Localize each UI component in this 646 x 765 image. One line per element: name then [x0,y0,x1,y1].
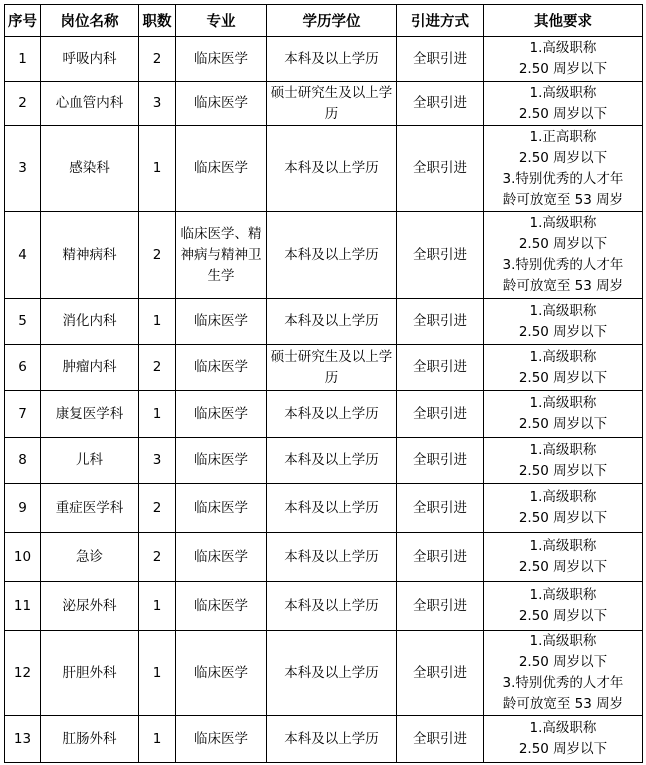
requirement-line: 2.50 周岁以下 [518,741,608,757]
header-method: 引进方式 [397,5,484,37]
requirement-line: 2.50 周岁以下 [518,369,608,386]
requirement-line: 2.50 周岁以下 [518,462,608,479]
cell-position: 重症医学科 [41,484,139,533]
cell-count: 3 [139,82,176,126]
table-row [5,582,643,631]
cell-position: 消化内科 [41,299,139,345]
cell-method: 全职引进 [397,391,484,438]
header-requirements: 其他要求 [484,5,643,37]
cell-method: 全职引进 [397,716,484,763]
requirement-line: 1.高级职称 [529,441,597,458]
table-row [5,82,643,126]
cell-no: 3 [5,126,41,212]
table-row [5,533,643,582]
requirement-line: 2.50 周岁以下 [518,510,608,526]
cell-no: 6 [5,345,41,391]
cell-major: 临床医学 [176,299,267,345]
cell-position: 心血管内科 [41,82,139,126]
cell-requirements [484,82,643,126]
requirement-line: 3.特别优秀的人才年 [502,170,624,187]
cell-no: 1 [5,37,41,82]
cell-major: 临床医学 [176,438,267,484]
requirement-line: 2.50 周岁以下 [518,559,608,575]
cell-requirements [484,484,643,533]
requirement-line: 3.特别优秀的人才年 [502,675,624,691]
cell-count: 2 [139,484,176,533]
cell-count: 1 [139,299,176,345]
cell-education: 本科及以上学历 [267,126,397,212]
cell-position: 急诊 [41,533,139,582]
header-position: 岗位名称 [41,5,139,37]
cell-major: 临床医学 [176,345,267,391]
cell-education: 本科及以上学历 [267,533,397,582]
requirement-line: 2.50 周岁以下 [518,236,608,252]
header-count: 职数 [139,5,176,37]
requirement-line: 1.高级职称 [529,720,597,736]
cell-no: 5 [5,299,41,345]
requirement-line: 1.高级职称 [529,84,597,101]
cell-method: 全职引进 [397,212,484,299]
cell-count: 1 [139,391,176,438]
cell-requirements [484,391,643,438]
cell-count: 1 [139,631,176,716]
cell-count: 3 [139,438,176,484]
requirement-line: 2.50 周岁以下 [518,105,608,122]
cell-method: 全职引进 [397,82,484,126]
cell-no: 7 [5,391,41,438]
cell-requirements [484,299,643,345]
cell-position: 呼吸内科 [41,37,139,82]
cell-position: 泌尿外科 [41,582,139,631]
cell-count: 2 [139,37,176,82]
header-major: 专业 [176,5,267,37]
cell-count: 2 [139,533,176,582]
requirement-line: 2.50 周岁以下 [518,416,608,432]
table-row [5,37,643,82]
cell-requirements [484,533,643,582]
requirement-line: 1.高级职称 [529,348,597,365]
requirement-line: 龄可放宽至 53 周岁 [502,191,624,208]
requirement-line: 1.高级职称 [529,587,597,603]
cell-method: 全职引进 [397,299,484,345]
cell-position: 感染科 [41,126,139,212]
cell-education: 硕士研究生及以上学历 [267,345,397,391]
cell-position: 精神病科 [41,212,139,299]
cell-method: 全职引进 [397,533,484,582]
cell-method: 全职引进 [397,582,484,631]
cell-major: 临床医学 [176,582,267,631]
cell-count: 2 [139,212,176,299]
table-row [5,299,643,345]
cell-position: 肝胆外科 [41,631,139,716]
cell-major: 临床医学 [176,484,267,533]
cell-major: 临床医学 [176,631,267,716]
table-row [5,212,643,299]
recruitment-table [4,4,643,763]
cell-requirements [484,37,643,82]
cell-position: 康复医学科 [41,391,139,438]
cell-education: 本科及以上学历 [267,484,397,533]
requirement-line: 2.50 周岁以下 [518,323,608,340]
requirement-line: 2.50 周岁以下 [518,608,608,624]
table-row [5,345,643,391]
cell-education: 本科及以上学历 [267,631,397,716]
cell-method: 全职引进 [397,484,484,533]
cell-requirements [484,631,643,716]
table-row [5,126,643,212]
cell-major: 临床医学 [176,126,267,212]
cell-position: 儿科 [41,438,139,484]
requirement-line: 2.50 周岁以下 [518,149,608,166]
requirement-line: 1.高级职称 [529,302,597,319]
cell-major: 临床医学 [176,716,267,763]
requirement-line: 1.高级职称 [529,538,597,554]
cell-education: 本科及以上学历 [267,716,397,763]
cell-major: 临床医学 [176,82,267,126]
requirement-line: 1.正高职称 [529,128,597,145]
cell-requirements [484,345,643,391]
cell-method: 全职引进 [397,37,484,82]
cell-count: 1 [139,716,176,763]
requirement-line: 龄可放宽至 53 周岁 [502,696,624,712]
cell-count: 2 [139,345,176,391]
requirement-line: 龄可放宽至 53 周岁 [502,278,624,294]
cell-requirements [484,438,643,484]
table-row [5,484,643,533]
requirement-line: 1.高级职称 [529,489,597,505]
cell-method: 全职引进 [397,126,484,212]
cell-education: 本科及以上学历 [267,391,397,438]
cell-method: 全职引进 [397,631,484,716]
table-body [5,37,643,763]
cell-education: 本科及以上学历 [267,37,397,82]
cell-count: 1 [139,582,176,631]
requirement-line: 1.高级职称 [529,633,597,649]
cell-no: 2 [5,82,41,126]
cell-education: 本科及以上学历 [267,299,397,345]
cell-no: 11 [5,582,41,631]
table-row [5,716,643,763]
cell-education: 本科及以上学历 [267,582,397,631]
cell-education: 本科及以上学历 [267,212,397,299]
cell-no: 12 [5,631,41,716]
table-row [5,631,643,716]
table-row [5,391,643,438]
cell-no: 8 [5,438,41,484]
cell-education: 本科及以上学历 [267,438,397,484]
requirement-line: 1.高级职称 [529,215,597,231]
requirement-line: 2.50 周岁以下 [518,61,608,77]
cell-requirements [484,582,643,631]
header-no: 序号 [5,5,41,37]
cell-major: 临床医学 [176,533,267,582]
cell-position: 肛肠外科 [41,716,139,763]
cell-no: 13 [5,716,41,763]
requirement-line: 1.高级职称 [529,40,597,56]
cell-position: 肿瘤内科 [41,345,139,391]
cell-no: 4 [5,212,41,299]
cell-no: 10 [5,533,41,582]
cell-method: 全职引进 [397,345,484,391]
cell-major: 临床医学、精神病与精神卫生学 [176,212,267,299]
cell-major: 临床医学 [176,391,267,438]
requirement-line: 3.特别优秀的人才年 [502,257,624,273]
table-row [5,438,643,484]
cell-count: 1 [139,126,176,212]
cell-education: 硕士研究生及以上学历 [267,82,397,126]
cell-major: 临床医学 [176,37,267,82]
requirement-line: 1.高级职称 [529,395,597,411]
cell-requirements [484,716,643,763]
header-row [5,5,643,37]
cell-no: 9 [5,484,41,533]
header-education: 学历学位 [267,5,397,37]
requirement-line: 2.50 周岁以下 [518,654,608,670]
cell-method: 全职引进 [397,438,484,484]
cell-requirements [484,212,643,299]
cell-requirements [484,126,643,212]
